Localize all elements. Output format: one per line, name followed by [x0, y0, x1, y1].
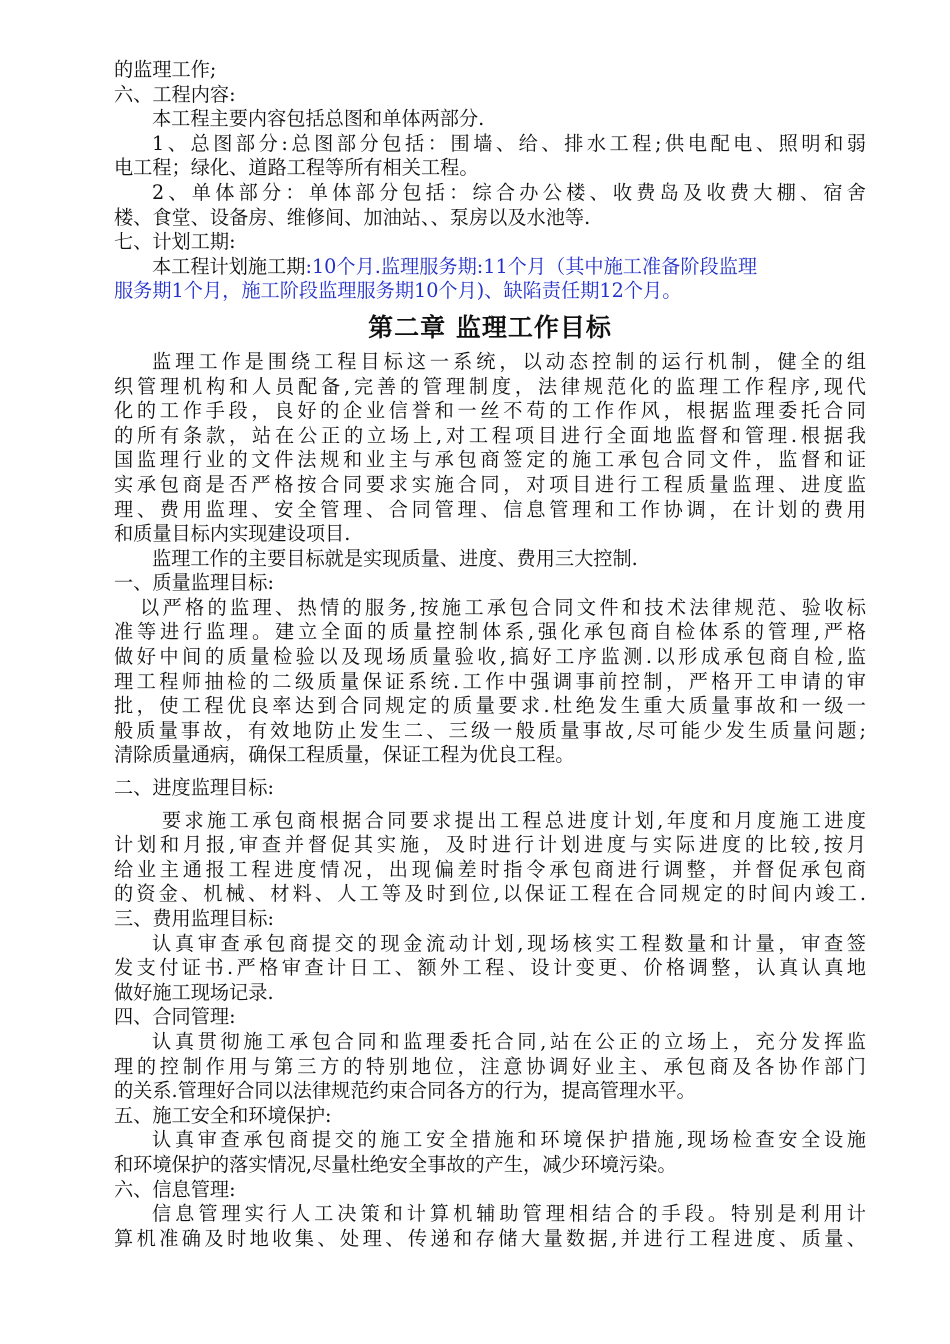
- safety-paragraph: [114, 1128, 866, 1177]
- schedule-paragraph: [114, 809, 866, 907]
- text-line: 给业主通报工程进度情况，出现偏差时指令承包商进行调整，并督促承包商: [114, 857, 866, 881]
- section-heading: 六、信息管理:: [114, 1177, 236, 1201]
- cost-paragraph: [114, 932, 866, 1006]
- text-line: 做好施工现场记录.: [114, 980, 274, 1004]
- text-line: 批，使工程优良率达到合同规定的质量要求.杜绝发生重大质量事故和一级一: [114, 694, 866, 718]
- text-line: 般质量事故，有效地防止发生二、三级一般质量事故,尽可能少发生质量问题;: [114, 718, 866, 742]
- text-line: 和质量目标内实现建设项目.: [114, 522, 351, 546]
- text-line: 监理工作的主要目标就是实现质量、进度、费用三大控制.: [152, 546, 638, 570]
- text-line: 织管理机构和人员配备,完善的管理制度，法律规范化的监理工作程序,现代: [114, 374, 866, 398]
- text-line: 准等进行监理。建立全面的质量控制体系,强化承包商自检体系的管理,严格: [114, 620, 866, 644]
- text-line: [114, 255, 866, 280]
- text-line: 楼、食堂、设备房、维修间、加油站、、泵房以及水池等.: [114, 205, 591, 229]
- chapter-title: 第二章 监理工作目标: [368, 312, 612, 342]
- text-line: 认真审查承包商提交的现金流动计划,现场核实工程数量和计量，审查签: [152, 931, 866, 955]
- section-heading: 七、计划工期:: [114, 230, 236, 254]
- text-line: 国监理行业的文件法规和业主与承包商签定的施工承包合同文件，监督和证: [114, 448, 866, 472]
- document-page: [114, 58, 866, 1251]
- text-line: 的监理工作;: [114, 58, 217, 81]
- section-heading: 六、工程内容:: [114, 82, 236, 106]
- contract-paragraph: [114, 1030, 866, 1104]
- text-line: 1、总图部分:总图部分包括：围墙、给、排水工程;供电配电、照明和弱: [152, 131, 866, 155]
- text-line: 认真审查承包商提交的施工安全措施和环境保护措施,现场检查安全设施: [152, 1128, 866, 1152]
- section-heading: 三、费用监理目标:: [114, 907, 274, 930]
- quality-paragraph: [114, 596, 866, 768]
- highlighted-text: :10个月.监理服务期:11个月（其中施工准备阶段监理: [305, 254, 758, 278]
- text-line: 清除质量通病，确保工程质量，保证工程为优良工程。: [114, 743, 575, 767]
- text-line: 监理工作是围绕工程目标这一系统，以动态控制的运行机制，健全的组: [152, 349, 866, 373]
- spacer: [114, 768, 866, 776]
- text-line: 以严格的监理、热情的服务,按施工承包合同文件和技术法律规范、验收标: [140, 595, 866, 619]
- text-line: 的所有条款，站在公正的立场上,对工程项目进行全面地监督和管理.根据我: [114, 423, 866, 447]
- text-line: 计划和月报,审查并督促其实施，及时进行计划进度与实际进度的比较,按月: [114, 833, 866, 857]
- section-heading: 四、合同管理:: [114, 1005, 236, 1029]
- text-line: 本工程主要内容包括总图和单体两部分.: [152, 107, 485, 131]
- text-line: 理工程师抽检的二级质量保证系统.工作中强调事前控制，严格开工申请的审: [114, 669, 866, 693]
- text-line: 电工程；绿化、道路工程等所有相关工程。: [114, 156, 479, 180]
- information-paragraph: [114, 1202, 866, 1251]
- section-heading: 二、进度监理目标:: [114, 776, 274, 800]
- text-line: 信息管理实行人工决策和计算机辅助管理相结合的手段。特别是利用计: [152, 1202, 866, 1226]
- text-line: 认真贯彻施工承包合同和监理委托合同,站在公正的立场上，充分发挥监: [152, 1029, 866, 1053]
- section-heading: 五、施工安全和环境保护:: [114, 1103, 332, 1127]
- text-line: 理、费用监理、安全管理、合同管理、信息管理和工作协调，在计划的费用: [114, 497, 866, 521]
- text-line: 要求施工承包商根据合同要求提出工程总进度计划,年度和月度施工进度: [162, 808, 866, 832]
- text-line: 和环境保护的落实情况,尽量杜绝安全事故的产生，减少环境污染。: [114, 1152, 677, 1176]
- section-heading: 一、质量监理目标:: [114, 571, 274, 595]
- text-line: 的关系.管理好合同以法律规范约束合同各方的行为，提高管理水平。: [114, 1079, 696, 1103]
- text-line: 算机准确及时地收集、处理、传递和存储大量数据,并进行工程进度、质量、: [114, 1226, 866, 1250]
- spacer: [114, 801, 866, 809]
- text-line: 的资金、机械、材料、人工等及时到位,以保证工程在合同规定的时间内竣工.: [114, 882, 866, 906]
- text-line: 化的工作手段，良好的企业信誉和一丝不苟的工作作风，根据监理委托合同: [114, 399, 866, 423]
- text-line: 发支付证书.严格审查计日工、额外工程、设计变更、价格调整，认真认真地: [114, 956, 866, 980]
- text-line: 理的控制作用与第三方的特别地位，注意协调好业主、承包商及各协作部门: [114, 1054, 866, 1078]
- intro-paragraph: [114, 350, 866, 547]
- text-span: 本工程计划施工期: [152, 254, 306, 278]
- text-line: 实承包商是否严格按合同要求实施合同，对项目进行工程质量监理、进度监: [114, 472, 866, 496]
- highlighted-text-line: 服务期1个月，施工阶段监理服务期10个月)、缺陷责任期12个月。: [114, 279, 682, 303]
- text-line: 2、单体部分：单体部分包括：综合办公楼、收费岛及收费大棚、宿舍: [152, 180, 866, 204]
- text-line: 做好中间的质量检验以及现场质量验收,搞好工序监测.以形成承包商自检,监: [114, 645, 866, 669]
